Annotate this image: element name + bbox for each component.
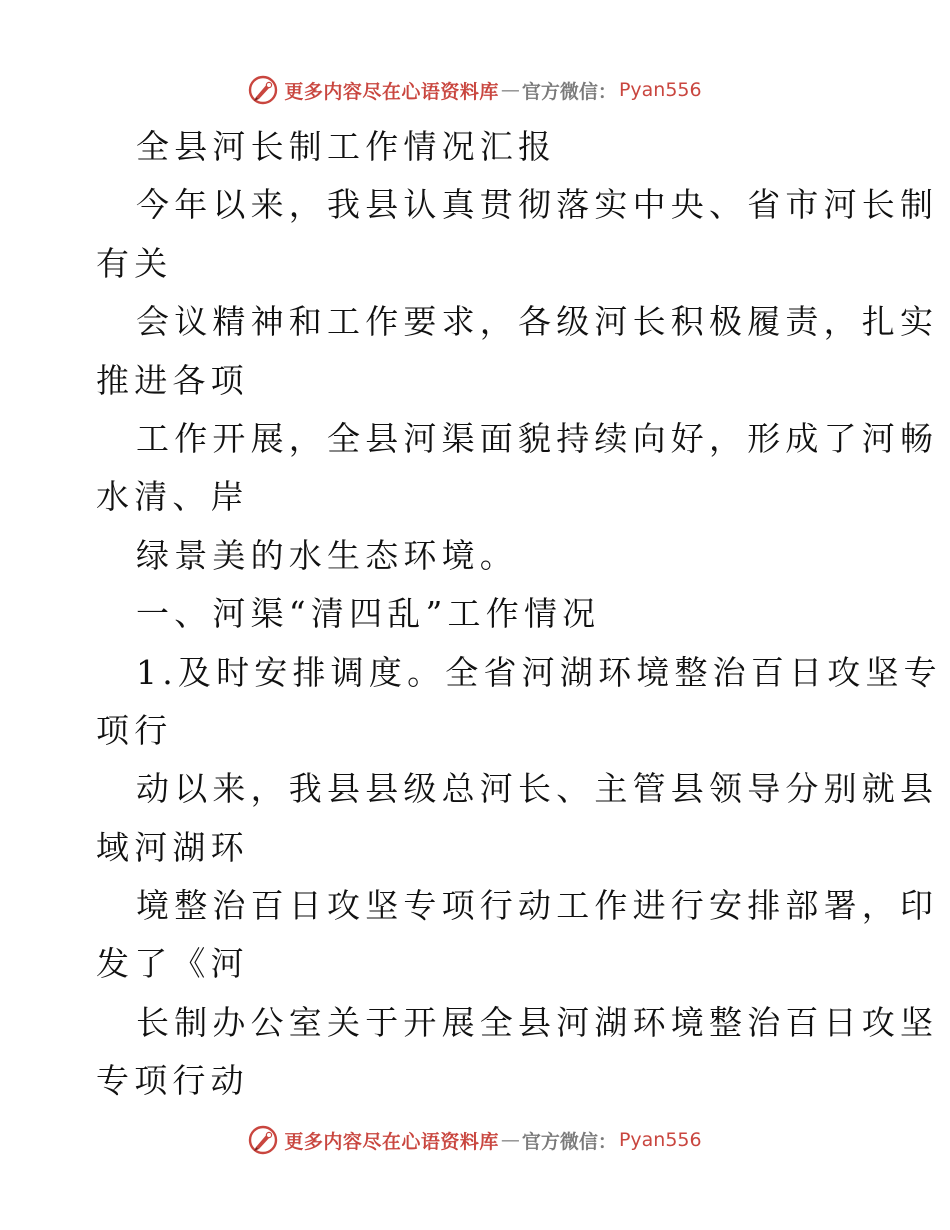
text-line: 工作开展，全县河渠面貌持续向好，形成了河畅 xyxy=(136,418,939,458)
text-line: 会议精神和工作要求，各级河长积极履责，扎实 xyxy=(136,302,939,342)
wechat-id: Pyan556 xyxy=(618,1129,702,1151)
text-line: 有关 xyxy=(96,243,173,283)
banner-separator: — xyxy=(500,79,520,101)
text-line: 境整治百日攻坚专项行动工作进行安排部署，印 xyxy=(136,886,939,926)
quill-pen-logo-icon xyxy=(248,75,278,105)
text-line: 绿景美的水生态环境。 xyxy=(136,535,518,575)
text-line: 域河湖环 xyxy=(96,827,249,867)
promo-text: 更多内容尽在心语资料库 xyxy=(284,1130,499,1153)
text-line: 专项行动 xyxy=(96,1061,249,1101)
wechat-id: Pyan556 xyxy=(618,79,702,101)
text-line: 推进各项 xyxy=(96,360,249,400)
promo-text: 更多内容尽在心语资料库 xyxy=(284,80,499,103)
text-line: 动以来，我县县级总河长、主管县领导分别就县 xyxy=(136,769,939,809)
wechat-label: 官方微信： xyxy=(521,1130,617,1153)
text-line: 项行 xyxy=(96,710,173,750)
text-line: 一、河渠“清四乱”工作情况 xyxy=(136,594,601,634)
wechat-label: 官方微信： xyxy=(521,80,617,103)
text-line: 水清、岸 xyxy=(96,477,249,517)
quill-pen-logo-icon xyxy=(248,1125,278,1155)
banner-separator: — xyxy=(500,1129,520,1151)
text-line: 今年以来，我县认真贯彻落实中央、省市河长制 xyxy=(136,185,939,225)
text-line: 发了《河 xyxy=(96,944,249,984)
document-title: 全县河长制工作情况汇报 xyxy=(136,127,557,166)
document-body xyxy=(96,118,942,1111)
header-banner xyxy=(0,70,950,110)
text-line: 长制办公室关于开展全县河湖环境整治百日攻坚 xyxy=(136,1002,939,1042)
text-line: 1.及时安排调度。全省河湖环境整治百日攻坚专 xyxy=(136,652,942,692)
footer-banner xyxy=(0,1120,950,1160)
